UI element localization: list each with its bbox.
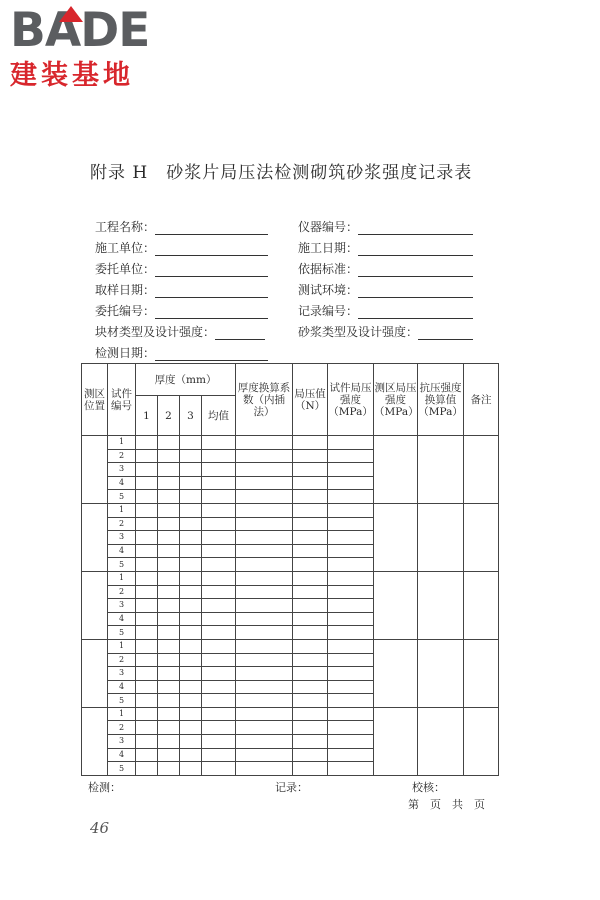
header-specimen: 试件编号 — [108, 364, 136, 436]
thickness-avg-cell — [202, 476, 236, 490]
thickness-avg-cell — [202, 585, 236, 599]
thickness-3-cell — [180, 762, 202, 776]
coef-cell — [236, 680, 293, 694]
thickness-avg-cell — [202, 680, 236, 694]
specimen-number: 4 — [108, 476, 136, 490]
thickness-avg-cell — [202, 707, 236, 721]
header-t1: 1 — [136, 396, 158, 436]
blank-line — [155, 264, 268, 277]
specimen-number: 4 — [108, 612, 136, 626]
spec-strength-cell — [328, 612, 374, 626]
spec-strength-cell — [328, 626, 374, 640]
thickness-avg-cell — [202, 762, 236, 776]
comp-strength-cell — [418, 707, 464, 775]
thickness-avg-cell — [202, 612, 236, 626]
spec-strength-cell — [328, 503, 374, 517]
load-cell — [293, 707, 328, 721]
load-cell — [293, 585, 328, 599]
field-client-unit: 委托单位： — [95, 261, 268, 277]
coef-cell — [236, 449, 293, 463]
thickness-2-cell — [158, 748, 180, 762]
comp-strength-cell — [418, 436, 464, 504]
coef-cell — [236, 490, 293, 504]
thickness-1-cell — [136, 490, 158, 504]
load-cell — [293, 558, 328, 572]
spec-strength-cell — [328, 735, 374, 749]
logo-wordmark: BADE — [10, 3, 150, 58]
spec-strength-cell — [328, 517, 374, 531]
page-number: 46 — [90, 819, 110, 837]
footer-checker: 校核： — [412, 781, 445, 794]
thickness-3-cell — [180, 680, 202, 694]
spec-strength-cell — [328, 476, 374, 490]
thickness-2-cell — [158, 544, 180, 558]
load-cell — [293, 762, 328, 776]
blank-line — [358, 285, 473, 298]
specimen-number: 3 — [108, 463, 136, 477]
header-load: 局压值（N） — [293, 364, 328, 436]
thickness-avg-cell — [202, 463, 236, 477]
thickness-1-cell — [136, 517, 158, 531]
thickness-2-cell — [158, 735, 180, 749]
specimen-number: 3 — [108, 599, 136, 613]
thickness-2-cell — [158, 490, 180, 504]
thickness-1-cell — [136, 544, 158, 558]
load-cell — [293, 503, 328, 517]
remark-cell — [464, 707, 499, 775]
thickness-2-cell — [158, 721, 180, 735]
thickness-1-cell — [136, 748, 158, 762]
comp-strength-cell — [418, 503, 464, 571]
thickness-avg-cell — [202, 517, 236, 531]
thickness-avg-cell — [202, 721, 236, 735]
thickness-1-cell — [136, 558, 158, 572]
spec-strength-cell — [328, 694, 374, 708]
thickness-3-cell — [180, 585, 202, 599]
logo-subtitle: 建装基地 — [10, 60, 134, 91]
footer-tester: 检测： — [88, 781, 121, 794]
thickness-3-cell — [180, 531, 202, 545]
spec-strength-cell — [328, 721, 374, 735]
thickness-1-cell — [136, 694, 158, 708]
specimen-number: 4 — [108, 544, 136, 558]
thickness-3-cell — [180, 558, 202, 572]
thickness-3-cell — [180, 639, 202, 653]
coef-cell — [236, 762, 293, 776]
load-cell — [293, 436, 328, 450]
zone-strength-cell — [374, 707, 418, 775]
field-project-name: 工程名称： — [95, 219, 268, 235]
spec-strength-cell — [328, 667, 374, 681]
specimen-number: 5 — [108, 490, 136, 504]
coef-cell — [236, 748, 293, 762]
zone-cell — [82, 707, 108, 775]
table-row — [82, 639, 499, 653]
thickness-1-cell — [136, 735, 158, 749]
field-block-type: 块材类型及设计强度： — [95, 324, 265, 340]
remark-cell — [464, 571, 499, 639]
header-coef: 厚度换算系数（内插法） — [236, 364, 293, 436]
field-sampling-date: 取样日期： — [95, 282, 268, 298]
field-instrument-no: 仪器编号： — [298, 219, 473, 235]
thickness-3-cell — [180, 667, 202, 681]
thickness-avg-cell — [202, 626, 236, 640]
coef-cell — [236, 735, 293, 749]
coef-cell — [236, 653, 293, 667]
table-row — [82, 436, 499, 450]
specimen-number: 5 — [108, 762, 136, 776]
thickness-3-cell — [180, 544, 202, 558]
thickness-1-cell — [136, 571, 158, 585]
thickness-3-cell — [180, 571, 202, 585]
coef-cell — [236, 476, 293, 490]
thickness-2-cell — [158, 503, 180, 517]
thickness-1-cell — [136, 436, 158, 450]
spec-strength-cell — [328, 571, 374, 585]
specimen-number: 1 — [108, 436, 136, 450]
coef-cell — [236, 707, 293, 721]
spec-strength-cell — [328, 707, 374, 721]
load-cell — [293, 476, 328, 490]
thickness-3-cell — [180, 653, 202, 667]
thickness-1-cell — [136, 721, 158, 735]
zone-cell — [82, 503, 108, 571]
thickness-2-cell — [158, 531, 180, 545]
specimen-number: 3 — [108, 531, 136, 545]
coef-cell — [236, 626, 293, 640]
thickness-3-cell — [180, 721, 202, 735]
spec-strength-cell — [328, 653, 374, 667]
blank-line — [155, 285, 268, 298]
field-mortar-type: 砂浆类型及设计强度： — [298, 324, 473, 340]
thickness-2-cell — [158, 667, 180, 681]
thickness-3-cell — [180, 436, 202, 450]
spec-strength-cell — [328, 639, 374, 653]
thickness-avg-cell — [202, 531, 236, 545]
specimen-number: 3 — [108, 735, 136, 749]
field-test-date: 检测日期： — [95, 345, 268, 361]
thickness-3-cell — [180, 612, 202, 626]
logo-red-triangle — [59, 6, 83, 22]
specimen-number: 2 — [108, 585, 136, 599]
blank-line — [155, 306, 268, 319]
thickness-3-cell — [180, 735, 202, 749]
thickness-3-cell — [180, 476, 202, 490]
thickness-3-cell — [180, 490, 202, 504]
thickness-2-cell — [158, 626, 180, 640]
specimen-number: 2 — [108, 721, 136, 735]
remark-cell — [464, 503, 499, 571]
record-table — [81, 363, 499, 776]
coef-cell — [236, 503, 293, 517]
spec-strength-cell — [328, 762, 374, 776]
header-zone: 测区位置 — [82, 364, 108, 436]
specimen-number: 4 — [108, 680, 136, 694]
thickness-1-cell — [136, 707, 158, 721]
thickness-2-cell — [158, 694, 180, 708]
thickness-avg-cell — [202, 503, 236, 517]
field-construction-date: 施工日期： — [298, 240, 473, 256]
thickness-3-cell — [180, 599, 202, 613]
thickness-2-cell — [158, 558, 180, 572]
thickness-avg-cell — [202, 639, 236, 653]
spec-strength-cell — [328, 748, 374, 762]
thickness-3-cell — [180, 694, 202, 708]
coef-cell — [236, 585, 293, 599]
thickness-2-cell — [158, 463, 180, 477]
thickness-avg-cell — [202, 735, 236, 749]
blank-line — [418, 327, 473, 340]
coef-cell — [236, 694, 293, 708]
thickness-2-cell — [158, 680, 180, 694]
thickness-1-cell — [136, 463, 158, 477]
blank-line — [155, 348, 268, 361]
spec-strength-cell — [328, 463, 374, 477]
blank-line — [358, 222, 473, 235]
thickness-1-cell — [136, 503, 158, 517]
thickness-2-cell — [158, 653, 180, 667]
thickness-avg-cell — [202, 490, 236, 504]
table-row — [82, 503, 499, 517]
thickness-2-cell — [158, 571, 180, 585]
header-remark: 备注 — [464, 364, 499, 436]
blank-line — [155, 243, 268, 256]
blank-line — [155, 222, 268, 235]
thickness-1-cell — [136, 639, 158, 653]
thickness-2-cell — [158, 517, 180, 531]
coef-cell — [236, 558, 293, 572]
field-record-no: 记录编号： — [298, 303, 473, 319]
load-cell — [293, 653, 328, 667]
thickness-avg-cell — [202, 449, 236, 463]
footer-recorder: 记录： — [275, 781, 308, 794]
zone-strength-cell — [374, 503, 418, 571]
thickness-2-cell — [158, 707, 180, 721]
thickness-2-cell — [158, 599, 180, 613]
specimen-number: 1 — [108, 707, 136, 721]
load-cell — [293, 721, 328, 735]
thickness-avg-cell — [202, 694, 236, 708]
thickness-1-cell — [136, 762, 158, 776]
specimen-number: 1 — [108, 571, 136, 585]
load-cell — [293, 748, 328, 762]
thickness-avg-cell — [202, 571, 236, 585]
thickness-2-cell — [158, 612, 180, 626]
blank-line — [358, 306, 473, 319]
thickness-2-cell — [158, 639, 180, 653]
blank-line — [215, 327, 265, 340]
thickness-3-cell — [180, 707, 202, 721]
thickness-1-cell — [136, 599, 158, 613]
coef-cell — [236, 599, 293, 613]
coef-cell — [236, 612, 293, 626]
zone-cell — [82, 436, 108, 504]
table-row — [82, 571, 499, 585]
zone-strength-cell — [374, 571, 418, 639]
blank-line — [358, 264, 473, 277]
spec-strength-cell — [328, 599, 374, 613]
spec-strength-cell — [328, 436, 374, 450]
load-cell — [293, 612, 328, 626]
field-test-environment: 测试环境： — [298, 282, 473, 298]
comp-strength-cell — [418, 639, 464, 707]
footer-page-label: 第 页 共 页 — [408, 798, 485, 811]
remark-cell — [464, 436, 499, 504]
thickness-1-cell — [136, 449, 158, 463]
thickness-3-cell — [180, 517, 202, 531]
thickness-avg-cell — [202, 558, 236, 572]
thickness-3-cell — [180, 626, 202, 640]
thickness-1-cell — [136, 667, 158, 681]
coef-cell — [236, 639, 293, 653]
spec-strength-cell — [328, 544, 374, 558]
coef-cell — [236, 721, 293, 735]
thickness-1-cell — [136, 626, 158, 640]
remark-cell — [464, 639, 499, 707]
page-title: 附录 H 砂浆片局压法检测砌筑砂浆强度记录表 — [90, 163, 473, 183]
load-cell — [293, 667, 328, 681]
spec-strength-cell — [328, 490, 374, 504]
spec-strength-cell — [328, 531, 374, 545]
specimen-number: 5 — [108, 626, 136, 640]
header-avg: 均值 — [202, 396, 236, 436]
load-cell — [293, 544, 328, 558]
comp-strength-cell — [418, 571, 464, 639]
bade-logo — [10, 3, 180, 92]
coef-cell — [236, 544, 293, 558]
thickness-3-cell — [180, 503, 202, 517]
specimen-number: 4 — [108, 748, 136, 762]
thickness-3-cell — [180, 449, 202, 463]
thickness-avg-cell — [202, 436, 236, 450]
specimen-number: 2 — [108, 653, 136, 667]
thickness-2-cell — [158, 449, 180, 463]
specimen-number: 5 — [108, 694, 136, 708]
header-t3: 3 — [180, 396, 202, 436]
zone-cell — [82, 571, 108, 639]
thickness-2-cell — [158, 436, 180, 450]
load-cell — [293, 680, 328, 694]
load-cell — [293, 599, 328, 613]
specimen-number: 2 — [108, 449, 136, 463]
specimen-number: 3 — [108, 667, 136, 681]
spec-strength-cell — [328, 558, 374, 572]
load-cell — [293, 639, 328, 653]
header-thickness: 厚度（mm） — [136, 364, 236, 396]
header-comp-strength: 抗压强度换算值（MPa） — [418, 364, 464, 436]
load-cell — [293, 531, 328, 545]
zone-strength-cell — [374, 639, 418, 707]
thickness-avg-cell — [202, 653, 236, 667]
coef-cell — [236, 436, 293, 450]
load-cell — [293, 490, 328, 504]
load-cell — [293, 463, 328, 477]
thickness-2-cell — [158, 762, 180, 776]
thickness-1-cell — [136, 653, 158, 667]
coef-cell — [236, 517, 293, 531]
thickness-2-cell — [158, 585, 180, 599]
thickness-3-cell — [180, 748, 202, 762]
field-construction-unit: 施工单位： — [95, 240, 268, 256]
specimen-number: 1 — [108, 639, 136, 653]
thickness-avg-cell — [202, 544, 236, 558]
spec-strength-cell — [328, 585, 374, 599]
field-client-no: 委托编号： — [95, 303, 268, 319]
thickness-avg-cell — [202, 667, 236, 681]
coef-cell — [236, 463, 293, 477]
zone-cell — [82, 639, 108, 707]
specimen-number: 5 — [108, 558, 136, 572]
spec-strength-cell — [328, 680, 374, 694]
table-row — [82, 707, 499, 721]
spec-strength-cell — [328, 449, 374, 463]
header-zone-strength: 测区局压强度（MPa） — [374, 364, 418, 436]
thickness-avg-cell — [202, 748, 236, 762]
load-cell — [293, 626, 328, 640]
thickness-3-cell — [180, 463, 202, 477]
zone-strength-cell — [374, 436, 418, 504]
coef-cell — [236, 571, 293, 585]
specimen-number: 1 — [108, 503, 136, 517]
header-spec-strength: 试件局压强度（MPa） — [328, 364, 374, 436]
coef-cell — [236, 531, 293, 545]
load-cell — [293, 694, 328, 708]
specimen-number: 2 — [108, 517, 136, 531]
load-cell — [293, 571, 328, 585]
header-t2: 2 — [158, 396, 180, 436]
load-cell — [293, 517, 328, 531]
thickness-1-cell — [136, 585, 158, 599]
thickness-1-cell — [136, 680, 158, 694]
thickness-2-cell — [158, 476, 180, 490]
thickness-1-cell — [136, 612, 158, 626]
load-cell — [293, 735, 328, 749]
thickness-1-cell — [136, 476, 158, 490]
coef-cell — [236, 667, 293, 681]
thickness-1-cell — [136, 531, 158, 545]
blank-line — [358, 243, 473, 256]
load-cell — [293, 449, 328, 463]
field-basis-standard: 依据标准： — [298, 261, 473, 277]
thickness-avg-cell — [202, 599, 236, 613]
